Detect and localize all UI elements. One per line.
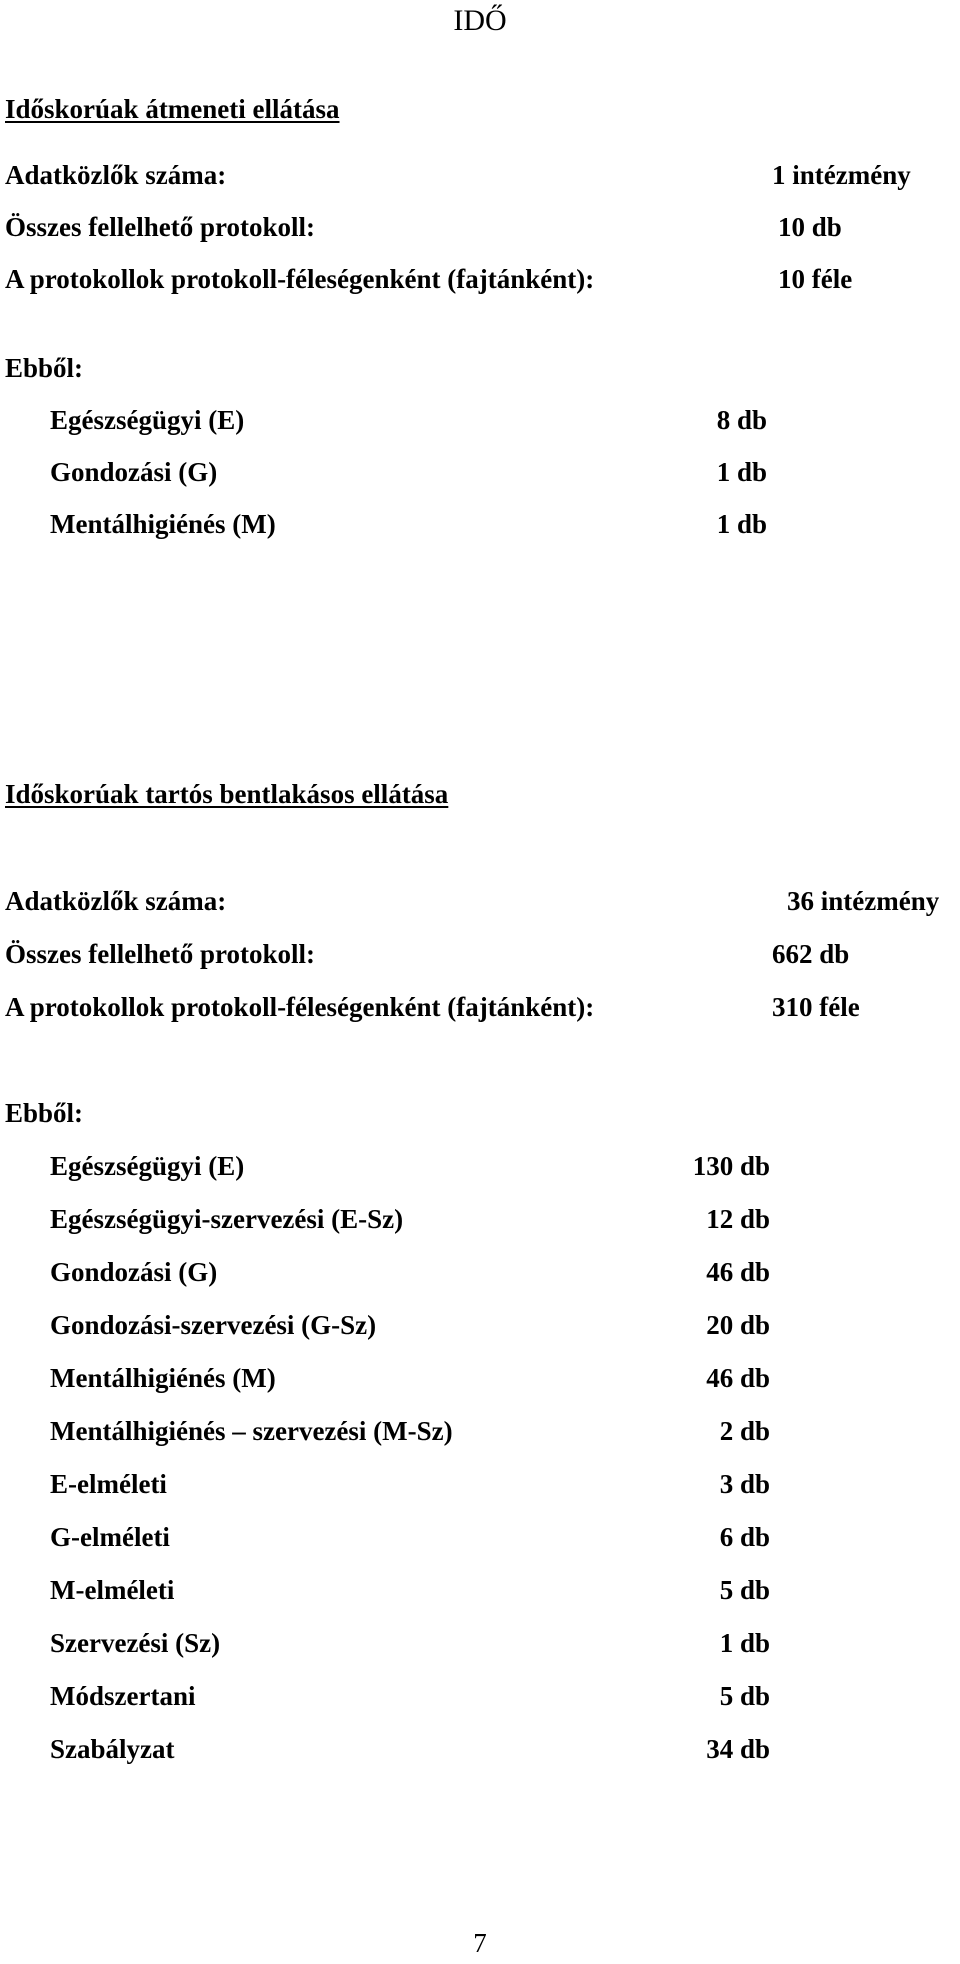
item-value: 34 db: [706, 1734, 770, 1764]
item-value: 20 db: [706, 1310, 770, 1340]
summary-value: 310 féle: [772, 992, 860, 1022]
page-header: IDŐ: [453, 4, 507, 37]
item-label: G-elméleti: [50, 1522, 170, 1552]
item-label: Gondozási (G): [50, 1257, 218, 1287]
summary-value: 10 db: [778, 212, 842, 242]
item-value: 12 db: [706, 1204, 770, 1234]
item-label: Mentálhigiénés (M): [50, 1363, 276, 1393]
section-title-long-term-care: Időskorúak tartós bentlakásos ellátása: [5, 779, 449, 809]
summary-label: Adatközlők száma:: [5, 886, 227, 916]
item-label: Módszertani: [50, 1681, 196, 1711]
summary-label: Adatközlők száma:: [5, 160, 227, 190]
item-label: E-elméleti: [50, 1469, 167, 1499]
summary-value: 1 intézmény: [772, 160, 911, 190]
item-value: 6 db: [719, 1522, 770, 1552]
item-value: 1 db: [716, 457, 767, 487]
item-value: 2 db: [719, 1416, 770, 1446]
item-value: 130 db: [692, 1151, 770, 1181]
item-label: Gondozási (G): [50, 457, 218, 487]
item-value: 3 db: [719, 1469, 770, 1499]
item-label: Egészségügyi (E): [50, 405, 245, 435]
summary-value: 10 féle: [778, 264, 853, 294]
item-value: 1 db: [716, 509, 767, 539]
item-value: 8 db: [716, 405, 767, 435]
item-label: Mentálhigiénés – szervezési (M-Sz): [50, 1416, 453, 1446]
summary-label: A protokollok protokoll-féleségenként (fajtánként):: [5, 264, 595, 294]
item-value: 1 db: [719, 1628, 770, 1658]
item-value: 46 db: [706, 1257, 770, 1287]
summary-value: 662 db: [772, 939, 850, 969]
breakdown-label: Ebből:: [5, 353, 84, 383]
breakdown-label: Ebből:: [5, 1098, 84, 1128]
item-label: Gondozási-szervezési (G-Sz): [50, 1310, 377, 1340]
item-value: 5 db: [719, 1681, 770, 1711]
item-value: 5 db: [719, 1575, 770, 1605]
summary-label: Összes fellelhető protokoll:: [5, 939, 315, 969]
item-label: M-elméleti: [50, 1575, 175, 1605]
item-label: Egészségügyi (E): [50, 1151, 245, 1181]
item-label: Egészségügyi-szervezési (E-Sz): [50, 1204, 404, 1234]
page-number: 7: [473, 1928, 487, 1958]
item-label: Mentálhigiénés (M): [50, 509, 276, 539]
summary-value: 36 intézmény: [787, 886, 940, 916]
item-label: Szervezési (Sz): [50, 1628, 221, 1658]
item-label: Szabályzat: [50, 1734, 175, 1764]
summary-label: Összes fellelhető protokoll:: [5, 212, 315, 242]
summary-label: A protokollok protokoll-féleségenként (fajtánként):: [5, 992, 595, 1022]
item-value: 46 db: [706, 1363, 770, 1393]
section-title-temporary-care: Időskorúak átmeneti ellátása: [5, 94, 340, 124]
